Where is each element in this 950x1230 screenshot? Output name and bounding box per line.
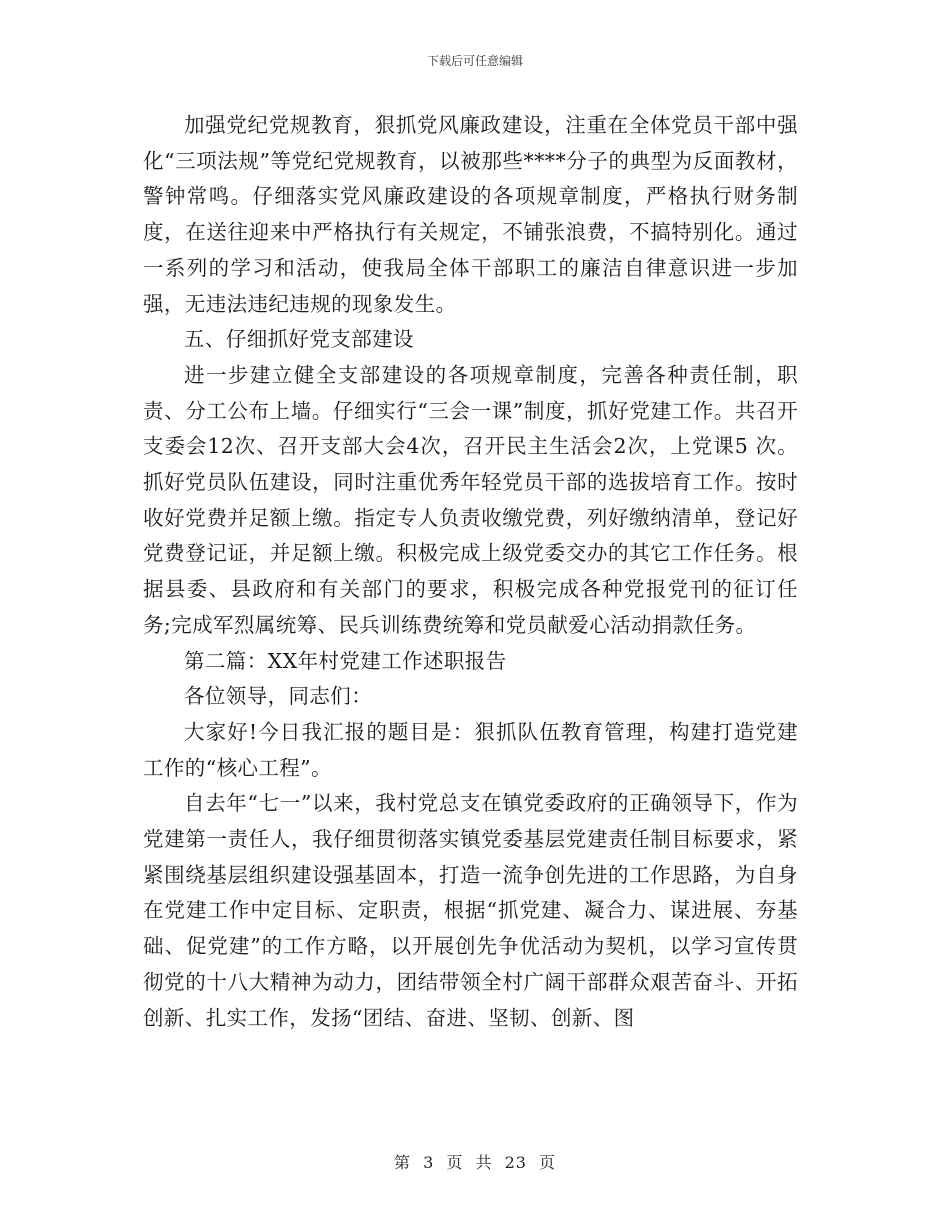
section-heading-party-branch: 五、仔细抓好党支部建设 (184, 327, 414, 352)
page-header (0, 53, 950, 69)
paragraph-party-discipline: 加强党纪党规教育，狠抓党风廉政建设，注重在全体党员干部中强化“三项法规”等党纪党规教育，以被那些****分子的典型为反面教材，警钟常鸣。仔细落实党风廉政建设的各项规章制度，严格执行财务制度，在送往迎来中严格执行有关规定，不铺张浪费，不搞特别化。通过一系列的学习和活动，使我局全体干部职工的廉洁自律意识进一步加强，无违法违纪违规的现象发生。 (143, 113, 798, 316)
paragraph-report-body: 自去年“七一”以来，我村党总支在镇党委政府的正确领导下，作为党建第一责任人，我仔细贯彻落实镇党委基层党建责任制目标要求，紧紧围绕基层组织建设强基固本，打造一流争创先进的工作思路，为自身在党建工作中定目标、定职责，根据“抓党建、凝合力、谋进展、夯基础、促党建”的工作方略，以开展创先争优活动为契机，以学习宣传贯彻党的十八大精神为动力，团结带领全村广阔干部群众艰苦奋斗、开拓创新、扎实工作，发扬“团结、奋进、坚韧、创新、图 (143, 791, 798, 1030)
paragraph-greeting: 大家好!今日我汇报的题目是：狠抓队伍教育管理，构建打造党建工作的“核心工程”。 (143, 719, 798, 780)
page-footer (0, 1152, 950, 1174)
paragraph-salutation: 各位领导，同志们： (184, 684, 373, 709)
footer-page-number: 3 (423, 1153, 435, 1172)
paragraph-branch-construction: 进一步建立健全支部建设的各项规章制度，完善各种责任制，职责、分工公布上墙。仔细实行“三会一课”制度，抓好党建工作。共召开支委会12次、召开支部大会4次，召开民主生活会2次，上党课5 次。抓好党员队伍建设，同时注重优秀年轻党员干部的选拔培育工作。按时收好党费并足额上缴。指定专人负责收缴党费，列好缴纳清单，登记好党费登记证，并足额上缴。积极完成上级党委交办的其它工作任务。根据县委、县政府和有关部门的要求，积极完成各种党报党刊的征订任务;完成军烈属统筹、民兵训练费统筹和党员献爱心活动捐款任务。 (143, 362, 798, 637)
footer-page-unit: 页 (446, 1153, 464, 1172)
footer-page-label: 第 (393, 1153, 411, 1172)
section-heading-second-report: 第二篇：XX年村党建工作述职报告 (184, 648, 507, 673)
header-note: 下载后可任意编辑 (426, 54, 523, 68)
footer-total-label: 共 (475, 1153, 493, 1172)
document-body (143, 108, 798, 1036)
footer-total-pages: 23 (504, 1153, 527, 1172)
footer-total-unit: 页 (539, 1153, 557, 1172)
